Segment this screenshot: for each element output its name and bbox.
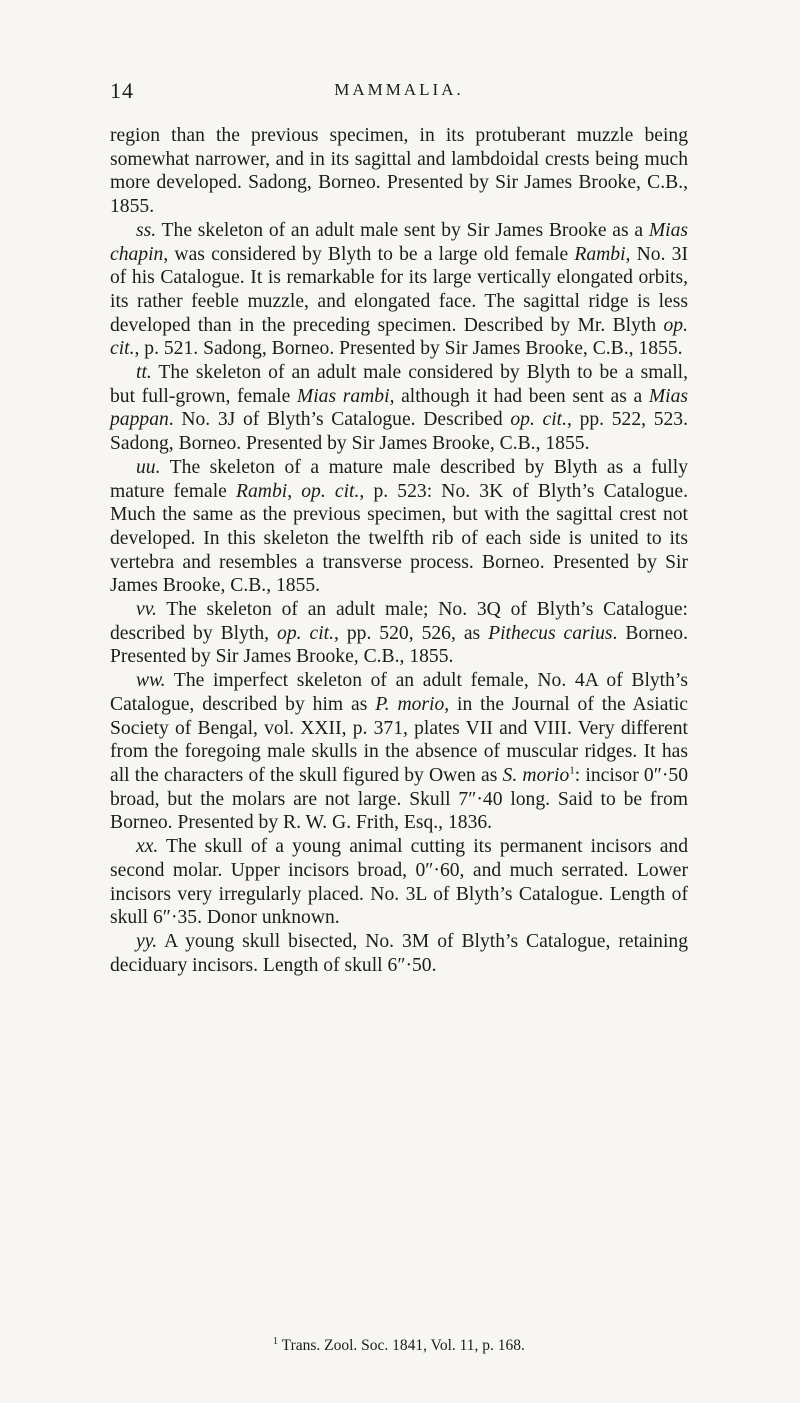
entry-text: . No. 3J of Blyth’s Catalogue. Described: [168, 409, 511, 431]
citation-abbrev: op. cit.: [277, 622, 334, 644]
running-head: MAMMALIA.: [334, 80, 464, 99]
entry-text: The skeleton of an adult male sent by Sir James Brooke as a: [156, 219, 649, 241]
species-name: Pithecus carius: [488, 622, 613, 644]
entry-text: , was considered by Blyth to be a large old female: [163, 243, 575, 265]
species-name: S. morio: [502, 764, 570, 786]
entry-text: The skeleton of an adult male; No. 3Q of Blyth’s Catalogue: described by Blyth,: [110, 599, 688, 644]
entry-text: , pp. 520, 526, as: [333, 622, 489, 644]
entry-letter: yy.: [136, 930, 158, 952]
entry-text: ,: [287, 480, 302, 502]
entry-tt: [110, 361, 688, 456]
species-name: Rambi: [574, 243, 626, 265]
paragraph-text: region than the previous specimen, in its protuberant muzzle being somewhat narrower, and in its sagittal and lambdoidal crests being much more developed. Sadong, Borneo. Presented by Sir James Brooke, C.B., 1855.: [110, 125, 688, 218]
entry-letter: ss.: [136, 219, 157, 241]
entry-text: , p. 521. Sadong, Borneo. Presented by Sir James Brooke, C.B., 1855.: [134, 338, 683, 360]
footnote-reference[interactable]: 1: [569, 764, 575, 777]
entry-letter: vv.: [136, 599, 157, 621]
entry-vv: [110, 598, 688, 669]
species-name: P. morio: [375, 693, 445, 715]
entry-text: , although it had been sent as a: [389, 385, 649, 407]
page-header: [110, 78, 688, 108]
citation-abbrev: op. cit.: [301, 480, 360, 502]
entry-text: The skeleton of an adult male considered by Blyth to be a small, but full-grown, female: [110, 362, 688, 407]
entry-text: , pp. 522, 523. Sadong, Borneo. Presented by Sir James Brooke, C.B., 1855.: [110, 409, 688, 455]
entry-text: . Borneo. Presented by Sir James Brooke, C.B., 1855.: [110, 622, 688, 668]
paragraph-continuation: [110, 124, 688, 219]
entry-uu: [110, 456, 688, 598]
body-text: [110, 124, 688, 977]
entry-text: , No. 3I of his Catalogue. It is remarkable for its large vertically elongated orbits, its rather feeble muzzle, and elongated face. The sagittal ridge is less developed than in the preceding specimen. Described by Mr. Blyth: [110, 243, 688, 336]
citation-abbrev: op. cit.: [510, 409, 568, 431]
entry-ss: [110, 219, 688, 361]
entry-text: , in the Journal of the Asiatic Society of Bengal, vol. XXII, p. 371, plates VII and VIII. Very different from the foregoing male skulls in the absence of muscular ridges. It has all the characters of the skull figured by Owen as: [110, 693, 688, 786]
entry-text: The imperfect skeleton of an adult female, No. 4A of Blyth’s Catalogue, described by him as: [110, 670, 688, 715]
entry-text: The skull of a young animal cutting its permanent incisors and second molar. Upper incisors broad, 0″·60, and much serrated. Lower incisors very irregularly placed. No. 3L of Blyth’s Catalogue. Length of skull 6″·35. Donor unknown.: [110, 836, 688, 929]
entry-ww: [110, 669, 688, 835]
footnote-text: Trans. Zool. Soc. 1841, Vol. 11, p. 168.: [278, 1337, 525, 1354]
entry-xx: [110, 835, 688, 930]
citation-abbrev: op. cit.: [110, 314, 688, 360]
entry-letter: ww.: [136, 670, 166, 692]
page-number: 14: [110, 78, 134, 103]
entry-letter: xx.: [136, 836, 159, 858]
entry-letter: uu.: [136, 456, 161, 478]
entry-yy: [110, 930, 688, 977]
entry-text: The skeleton of a mature male described by Blyth as a fully mature female: [110, 456, 688, 502]
species-name: Mias pappan: [110, 385, 688, 431]
entry-text: A young skull bisected, No. 3M of Blyth’s Catalogue, retaining deciduary incisors. Length of skull 6″·50.: [110, 930, 688, 976]
entry-letter: tt.: [136, 362, 152, 384]
footnote: [110, 1337, 688, 1355]
species-name: Mias rambi: [296, 385, 390, 407]
entry-text: , p. 523: No. 3K of Blyth’s Catalogue. Much the same as the previous specimen, but with the sagittal crest not developed. In this skeleton the twelfth rib of each side is united to its vertebra and resembles a transverse process. Borneo. Presented by Sir James Brooke, C.B., 1855.: [110, 480, 689, 597]
species-name: Mias chapin: [110, 219, 688, 265]
footnote-marker: 1: [273, 1335, 279, 1347]
entry-text: : incisor 0″·50 broad, but the molars are not large. Skull 7″·40 long. Said to be from Borneo. Presented by R. W. G. Frith, Esq., 1836.: [110, 764, 688, 834]
species-name: Rambi: [236, 480, 288, 502]
